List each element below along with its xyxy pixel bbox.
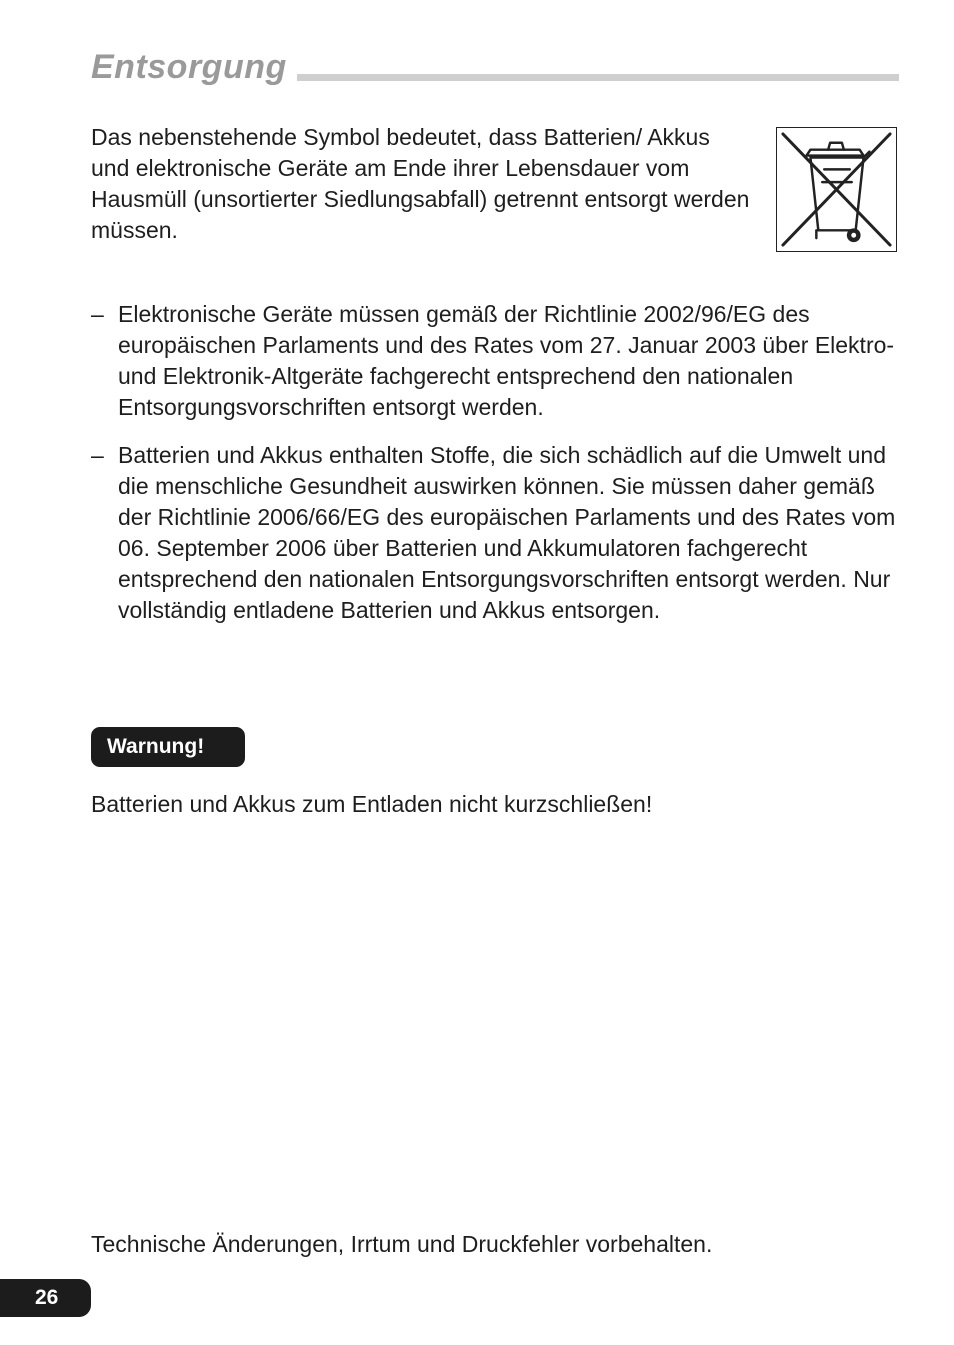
list-item: [91, 440, 901, 626]
heading-rule: [297, 74, 899, 81]
warning-text: Batterien und Akkus zum Entladen nicht kurzschließen!: [91, 791, 653, 817]
warning-badge: Warnung!: [91, 727, 245, 767]
list-item-text: Elektronische Geräte müssen gemäß der Richtlinie 2002/96/EG des europäischen Parlaments und des Rates vom 27. Januar 2003 über Elektro- und Elektronik-Altgeräte fachgerecht entsprechend den nationalen Entsorgungsvorschriften entsorgt werden.: [118, 301, 895, 420]
disposal-bullet-list: [91, 299, 901, 643]
weee-symbol: [776, 127, 897, 252]
list-dash: –: [91, 442, 104, 468]
page-heading: Entsorgung: [91, 48, 287, 86]
list-dash: –: [91, 301, 104, 327]
page-number-tab: 26: [0, 1279, 91, 1317]
intro-paragraph: Das nebenstehende Symbol bedeutet, dass Batterien/ Akkus und elektronische Geräte am Ende ihrer Lebensdauer vom Hausmüll (unsortierter Siedlungsabfall) getrennt entsorgt werden müssen.: [91, 124, 750, 243]
list-item: [91, 299, 901, 423]
crossed-out-wheelie-bin-icon: [777, 128, 896, 251]
list-item-text: Batterien und Akkus enthalten Stoffe, die sich schädlich auf die Umwelt und die menschliche Gesundheit auswirken können. Sie müssen daher gemäß der Richtlinie 2006/66/EG des europäischen Parlaments und des Rates vom 06. September 2006 über Batterien und Akkumulatoren fachgerecht entsprechend den nationalen Entsorgungsvorschriften entsorgt werden. Nur vollständig entladene Batterien und Akkus entsorgen.: [118, 442, 896, 623]
footer-note: Technische Änderungen, Irrtum und Druckfehler vorbehalten.: [91, 1231, 713, 1257]
